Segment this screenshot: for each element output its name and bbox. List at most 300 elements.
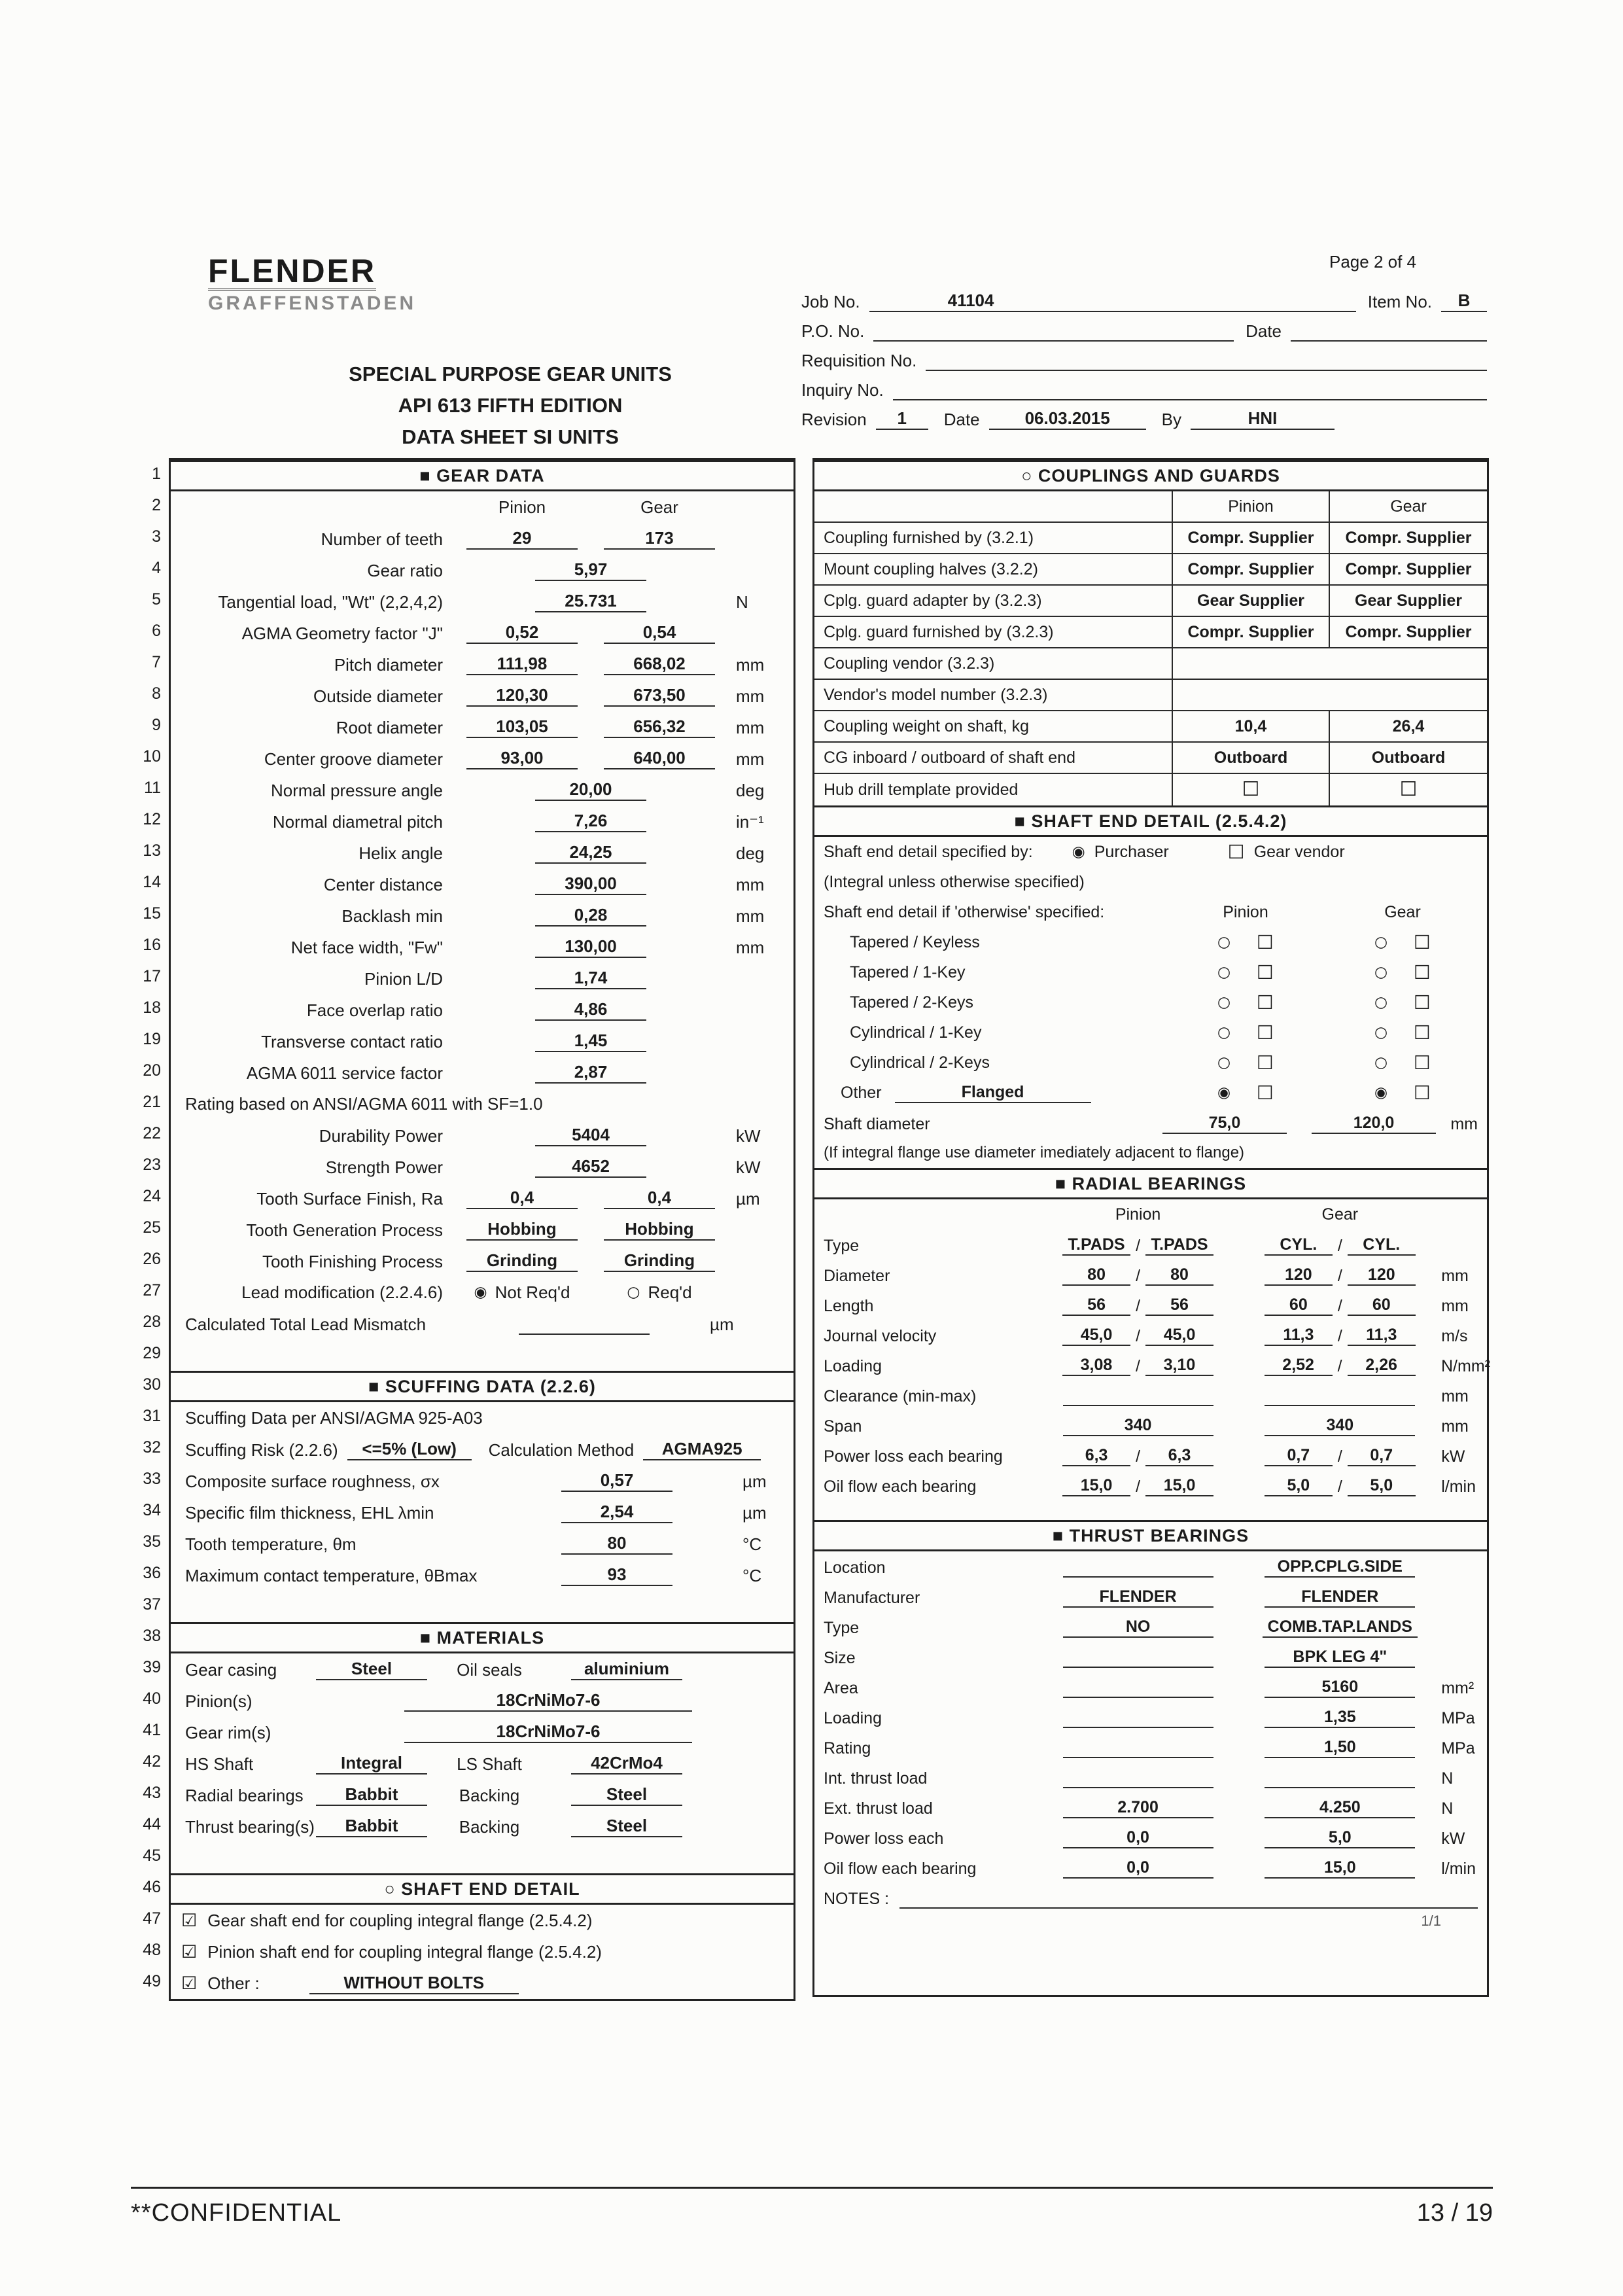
value-pinion: Hobbing: [466, 1219, 578, 1241]
row-thrust-power-loss: [814, 1822, 1487, 1852]
row-label: Cplg. guard adapter by (3.2.3): [814, 586, 1173, 616]
unit: N: [1441, 1799, 1454, 1818]
section-couplings-guards: ○ COUPLINGS AND GUARDS: [814, 460, 1487, 491]
row-number: 13: [143, 841, 161, 860]
row-face-overlap-ratio: [171, 994, 794, 1025]
row-composite-roughness: [171, 1465, 794, 1496]
row-radial-loading: [814, 1350, 1490, 1380]
row-label: Pitch diameter: [334, 655, 443, 675]
row-gear-ratio: [171, 554, 794, 586]
gear-col-headers: [171, 491, 794, 523]
row-number: 6: [152, 622, 161, 640]
row-thrust-bearing-material: [171, 1810, 794, 1842]
value-pinion: 0,4: [466, 1188, 578, 1209]
row-lead-mismatch: [171, 1308, 794, 1339]
unit: kW: [736, 1126, 761, 1146]
checkbox-icon[interactable]: ☐: [1257, 1021, 1274, 1044]
row-thrust-oil-flow: [814, 1852, 1487, 1882]
row-number: 11: [144, 779, 161, 797]
right-column: [812, 458, 1489, 1997]
value-pinion: Grinding: [466, 1250, 578, 1272]
po-date-label: Date: [1246, 321, 1282, 341]
checkbox-gear-vendor-icon[interactable]: ☐: [1227, 840, 1245, 863]
revision-by-value: HNI: [1191, 408, 1335, 430]
value-pinion: 0,0: [1063, 1828, 1213, 1848]
radio-icon[interactable]: ◉: [1374, 1084, 1388, 1101]
checkbox-icon[interactable]: ☐: [1414, 961, 1431, 983]
row-otherwise-headers: [814, 897, 1487, 927]
row-pinion-material: [171, 1685, 794, 1716]
row-gear-rim-material: [171, 1716, 794, 1748]
radio-icon[interactable]: ◉: [1217, 1084, 1231, 1101]
row-tangential-load: [171, 586, 794, 617]
po-no-row: [801, 312, 1487, 342]
row-number: 9: [152, 716, 161, 734]
row-cylindrical-2keys: [814, 1048, 1487, 1078]
unit: mm: [736, 655, 765, 675]
row-int-thrust-load: [814, 1762, 1487, 1792]
value-pinion: 93,00: [466, 748, 578, 769]
row-number: 29: [143, 1344, 161, 1362]
row-specified-by: [814, 837, 1487, 867]
value-g2: 5,0: [1348, 1476, 1416, 1496]
unit: deg: [736, 843, 765, 863]
value-gear: 340: [1265, 1416, 1415, 1436]
row-number: 5: [152, 590, 161, 609]
page-label: Page 2 of 4: [1329, 252, 1416, 272]
unit: µm: [736, 1189, 760, 1209]
value: 130,00: [535, 936, 646, 958]
radio-icon[interactable]: ○: [1374, 1023, 1388, 1041]
inquiry-value: [893, 380, 1487, 400]
value-gear: 15,0: [1265, 1858, 1415, 1879]
title-line-3: DATA SHEET SI UNITS: [402, 425, 619, 448]
value-g1: 2,52: [1265, 1356, 1333, 1376]
value-gear: 5160: [1265, 1678, 1415, 1698]
row-normal-diametral-pitch: [171, 805, 794, 837]
row-flange-note: [814, 1138, 1487, 1168]
value-pinion: 29: [466, 528, 578, 550]
radio-icon[interactable]: ○: [1217, 993, 1231, 1011]
row-number: 40: [143, 1689, 161, 1708]
row-number: 34: [143, 1501, 161, 1519]
po-no-label: P.O. No.: [801, 321, 865, 341]
row-tapered-2keys: [814, 987, 1487, 1017]
value: 20,00: [535, 779, 646, 801]
value: 25.731: [535, 591, 646, 612]
requisition-row: [801, 342, 1487, 371]
row-label: Calculated Total Lead Mismatch: [185, 1315, 427, 1334]
scuffing-standard-note: Scuffing Data per ANSI/AGMA 925-A03: [185, 1407, 483, 1428]
value-gear: Gear Supplier: [1355, 591, 1462, 610]
job-no-value: 41104: [869, 291, 1356, 312]
ls-shaft-value: 42CrMo4: [571, 1753, 682, 1775]
unit: mm: [1441, 1417, 1469, 1436]
checkbox-icon[interactable]: ☐: [1399, 778, 1418, 801]
section-shaft-end-detail-left: ○ SHAFT END DETAIL: [171, 1873, 794, 1905]
row-number: 38: [143, 1627, 161, 1645]
checkbox-icon[interactable]: ☐: [1257, 930, 1274, 953]
couplings-row: [814, 648, 1487, 680]
row-label: Shaft diameter: [824, 1115, 930, 1133]
row-number: 24: [143, 1187, 161, 1205]
row-label: Type: [824, 1237, 860, 1255]
row-tooth-generation-process: [171, 1214, 794, 1245]
checkbox-icon[interactable]: ☐: [1414, 1051, 1431, 1074]
row-label: Diameter: [824, 1267, 890, 1285]
row-thrust-loading: [814, 1702, 1487, 1732]
integral-note: (Integral unless otherwise specified): [824, 872, 1085, 891]
row-number: 14: [143, 873, 161, 891]
row-number: 31: [143, 1407, 161, 1425]
row-hs-ls-shaft: [171, 1748, 794, 1779]
row-number: 21: [143, 1093, 161, 1111]
radio-reqd-label: Req'd: [648, 1282, 692, 1302]
radio-purchaser-label: Purchaser: [1094, 842, 1169, 861]
radio-purchaser-icon[interactable]: ◉: [1072, 843, 1085, 860]
value-gear: COMB.TAP.LANDS: [1263, 1617, 1418, 1638]
radio-not-reqd-icon[interactable]: ◉: [474, 1283, 487, 1301]
unit: mm: [736, 906, 765, 926]
row-transverse-contact-ratio: [171, 1025, 794, 1057]
value-gear: Grinding: [604, 1250, 715, 1272]
value-g2: 60: [1348, 1296, 1416, 1316]
row-label: Thrust bearing(s): [185, 1817, 315, 1837]
value-pinion: 111,98: [466, 654, 578, 675]
row-label: Cylindrical / 1-Key: [850, 1023, 982, 1042]
row-label: Tapered / 2-Keys: [850, 993, 973, 1012]
value-g2: 120: [1348, 1265, 1416, 1286]
row-number: 18: [143, 998, 161, 1017]
row-label: Power loss each bearing: [824, 1447, 1003, 1466]
row-oil-flow: [814, 1470, 1487, 1500]
other-label: Other: [841, 1083, 882, 1102]
row-number: 44: [143, 1815, 161, 1833]
row-label: Composite surface roughness, σx: [185, 1472, 440, 1491]
row-number: 12: [143, 810, 161, 828]
value: 390,00: [535, 874, 646, 895]
row-label: Lead modification (2.2.4.6): [241, 1282, 443, 1302]
unit: mm: [736, 686, 765, 706]
couplings-row-hub-drill: [814, 774, 1487, 805]
checkbox-checked-icon[interactable]: ☑: [181, 1910, 198, 1931]
row-backlash-min: [171, 900, 794, 931]
row-number: 10: [143, 747, 161, 766]
slash: /: [1136, 1297, 1141, 1315]
ls-shaft-label: LS Shaft: [457, 1754, 522, 1774]
checkbox-icon[interactable]: ☐: [1414, 1081, 1431, 1104]
value-gear: 640,00: [604, 748, 715, 769]
row-radial-bearing-material: [171, 1779, 794, 1810]
couplings-row: [814, 743, 1487, 774]
row-label: Tapered / 1-Key: [850, 963, 966, 981]
row-number: 17: [143, 967, 161, 985]
row-rating-note: [171, 1088, 794, 1120]
row-label: Gear casing: [185, 1660, 277, 1680]
row-label: Normal pressure angle: [270, 781, 443, 800]
row-pitch-diameter: [171, 648, 794, 680]
checkbox-icon[interactable]: ☐: [1257, 961, 1274, 983]
couplings-row: [814, 711, 1487, 743]
row-max-contact-temperature: [171, 1559, 794, 1591]
row-net-face-width: [171, 931, 794, 963]
row-label: Coupling weight on shaft, kg: [814, 711, 1173, 741]
unit: mm: [736, 938, 765, 957]
value: 80: [561, 1533, 672, 1555]
value-gear: OPP.CPLG.SIDE: [1265, 1557, 1415, 1578]
row-radial-diameter: [814, 1260, 1487, 1290]
row-number: 30: [143, 1375, 161, 1394]
main-columns: [139, 458, 1489, 2001]
value: 5404: [535, 1125, 646, 1146]
row-label: Face overlap ratio: [306, 1000, 443, 1020]
checkbox-icon[interactable]: ☐: [1414, 991, 1431, 1014]
checkbox-icon[interactable]: ☐: [1414, 1021, 1431, 1044]
value-g1: 60: [1265, 1296, 1333, 1316]
slash: /: [1337, 1447, 1342, 1466]
other-value: Flanged: [895, 1083, 1091, 1103]
logo-flender: FLENDER: [208, 254, 376, 291]
revision-label: Revision: [801, 410, 867, 429]
checkbox-icon[interactable]: ☐: [1257, 1081, 1274, 1104]
row-label: Backlash min: [341, 906, 443, 926]
row-label: Tapered / Keyless: [850, 932, 980, 951]
title-line-2: API 613 FIFTH EDITION: [398, 394, 623, 417]
value-pinion: Compr. Supplier: [1173, 523, 1330, 553]
radio-icon[interactable]: ○: [1217, 963, 1231, 981]
value-g1: 0,7: [1265, 1446, 1333, 1466]
section-scuffing-data: ■ SCUFFING DATA (2.2.6): [171, 1371, 794, 1402]
row-label: Size: [824, 1649, 856, 1667]
section-gear-data: ■ GEAR DATA: [171, 460, 794, 491]
row-number: 28: [143, 1313, 161, 1331]
unit: MPa: [1441, 1739, 1475, 1757]
unit: µm: [710, 1315, 734, 1334]
value-gear: [1265, 1405, 1415, 1406]
value-gear: 656,32: [604, 716, 715, 738]
checkbox-label: Pinion shaft end for coupling integral flange (2.5.4.2): [207, 1941, 602, 1962]
col-header-gear: Gear: [1384, 902, 1421, 921]
revision-date-label: Date: [943, 410, 980, 429]
value-g1: CYL.: [1265, 1235, 1333, 1256]
radio-reqd-icon[interactable]: ○: [627, 1283, 640, 1301]
row-label: Tangential load, "Wt" (2,2,4,2): [218, 592, 443, 612]
value-gear: 673,50: [604, 685, 715, 707]
page-number: 13 / 19: [1416, 2199, 1493, 2227]
unit: MPa: [1441, 1709, 1475, 1727]
row-label: Normal diametral pitch: [272, 812, 443, 832]
confidential-label: **CONFIDENTIAL: [131, 2199, 342, 2227]
flender-logo: [208, 254, 416, 315]
requisition-value: [926, 350, 1487, 371]
value: 4652: [535, 1156, 646, 1178]
checkbox-checked-icon[interactable]: ☑: [181, 1941, 198, 1962]
radio-icon[interactable]: ○: [1217, 1053, 1231, 1071]
radio-icon[interactable]: ○: [1217, 1023, 1231, 1041]
value-pinion: [1063, 1576, 1213, 1578]
row-blank: [171, 1591, 794, 1622]
value-pinion: [1063, 1405, 1213, 1406]
row-label: Clearance (min-max): [824, 1387, 977, 1405]
unit: mm: [736, 875, 765, 894]
rating-note: Rating based on ANSI/AGMA 6011 with SF=1.0: [185, 1093, 543, 1114]
radio-icon[interactable]: ○: [1374, 963, 1388, 981]
row-label: Center groove diameter: [264, 749, 443, 769]
unit: m/s: [1441, 1327, 1468, 1345]
row-thrust-type: [814, 1612, 1487, 1642]
row-label: Shaft end detail if 'otherwise' specified:: [824, 902, 1105, 921]
slash: /: [1337, 1477, 1342, 1496]
row-notes: [814, 1882, 1487, 1913]
row-number: 1: [152, 465, 161, 483]
other-value: WITHOUT BOLTS: [309, 1973, 519, 1994]
row-label: Span: [824, 1417, 862, 1436]
unit: N/mm²: [1441, 1357, 1490, 1375]
backing-label: Backing: [459, 1817, 520, 1837]
inquiry-label: Inquiry No.: [801, 380, 884, 400]
row-blank: [171, 1842, 794, 1873]
revision-date-value: 06.03.2015: [989, 408, 1146, 430]
couplings-row: [814, 586, 1487, 617]
row-radial-type: [814, 1229, 1487, 1260]
value: 0,57: [561, 1470, 672, 1492]
row-center-groove-diameter: [171, 743, 794, 774]
checkbox-icon[interactable]: ☐: [1257, 991, 1274, 1014]
value-gear: 26,4: [1392, 716, 1425, 735]
row-center-distance: [171, 868, 794, 900]
row-label: Durability Power: [319, 1126, 443, 1146]
row-number: 15: [143, 904, 161, 923]
row-number: 7: [152, 653, 161, 671]
row-helix-angle: [171, 837, 794, 868]
row-number: 4: [152, 559, 161, 577]
inquiry-row: [801, 371, 1487, 400]
row-label: Pinion(s): [185, 1691, 253, 1711]
value-p1: 80: [1062, 1265, 1130, 1286]
row-number: 45: [143, 1846, 161, 1865]
row-number: 37: [143, 1595, 161, 1614]
row-label: AGMA 6011 service factor: [246, 1063, 443, 1083]
backing-value: Steel: [571, 1816, 682, 1837]
row-label: Loading: [824, 1357, 882, 1375]
col-header-pinion: Pinion: [1223, 902, 1268, 921]
row-number: 36: [143, 1564, 161, 1582]
row-number: 49: [143, 1972, 161, 1990]
row-number: 8: [152, 684, 161, 703]
value-gear: Hobbing: [604, 1219, 715, 1241]
slash: /: [1337, 1357, 1342, 1375]
value-p2: T.PADS: [1145, 1235, 1213, 1256]
row-label: Location: [824, 1559, 886, 1577]
value: [519, 1333, 650, 1335]
po-date-value: [1291, 321, 1487, 342]
value: Babbit: [316, 1816, 427, 1837]
row-label: Specific film thickness, EHL λmin: [185, 1503, 434, 1523]
value-gear: 668,02: [604, 654, 715, 675]
value: 1,74: [535, 968, 646, 989]
value: 2,87: [535, 1062, 646, 1084]
row-number: 47: [143, 1909, 161, 1928]
row-number: 26: [143, 1250, 161, 1268]
col-header-pinion: Pinion: [498, 497, 546, 517]
row-number: 16: [143, 936, 161, 954]
value: 7,26: [535, 811, 646, 832]
row-label: Int. thrust load: [824, 1769, 928, 1788]
row-label: Power loss each: [824, 1829, 944, 1848]
unit: kW: [736, 1157, 761, 1177]
row-durability-power: [171, 1120, 794, 1151]
row-label: Strength Power: [325, 1157, 443, 1177]
checkbox-icon[interactable]: ☐: [1257, 1051, 1274, 1074]
value-pinion: Compr. Supplier: [1173, 617, 1330, 647]
value-gear: Outboard: [1371, 748, 1446, 767]
unit: deg: [736, 781, 765, 800]
row-agma-service-factor: [171, 1057, 794, 1088]
radio-icon[interactable]: ○: [1374, 933, 1388, 951]
row-film-thickness: [171, 1496, 794, 1528]
row-label: Tooth Surface Finish, Ra: [256, 1189, 443, 1209]
value-g2: CYL.: [1348, 1235, 1416, 1256]
value-gear: BPK LEG 4": [1265, 1648, 1415, 1668]
left-column: [169, 458, 795, 2001]
value-p2: 3,10: [1145, 1356, 1213, 1376]
row-label: Center distance: [323, 875, 443, 894]
hs-shaft-label: HS Shaft: [185, 1754, 254, 1774]
row-label: Transverse contact ratio: [261, 1032, 443, 1051]
value-g2: 0,7: [1348, 1446, 1416, 1466]
revision-value: 1: [876, 408, 928, 430]
row-number: 22: [143, 1124, 161, 1142]
radio-icon[interactable]: ○: [1374, 1053, 1388, 1071]
calc-method-label: Calculation Method: [488, 1440, 635, 1460]
row-label: Journal velocity: [824, 1327, 937, 1345]
col-header-gear: Gear: [640, 497, 678, 517]
radio-icon[interactable]: ○: [1217, 933, 1231, 951]
radio-icon[interactable]: ○: [1374, 993, 1388, 1011]
value-pinion: FLENDER: [1063, 1587, 1213, 1608]
row-cylindrical-1key: [814, 1017, 1487, 1048]
row-label: Coupling furnished by (3.2.1): [814, 523, 1173, 553]
checkbox-icon[interactable]: ☐: [1414, 930, 1431, 953]
checkbox-checked-icon[interactable]: ☑: [181, 1973, 198, 1994]
row-label: Radial bearings: [185, 1786, 304, 1805]
row-label: Tooth Finishing Process: [262, 1252, 443, 1271]
value-p1: 45,0: [1062, 1326, 1130, 1346]
value-g2: 2,26: [1348, 1356, 1416, 1376]
row-thrust-area: [814, 1672, 1487, 1702]
row-label: Net face width, "Fw": [290, 938, 443, 957]
row-pinion-shaft-flange: [171, 1936, 794, 1968]
value-p2: 45,0: [1145, 1326, 1213, 1346]
value: 0,28: [535, 905, 646, 927]
row-label: Area: [824, 1679, 858, 1697]
row-number: 20: [143, 1061, 161, 1080]
checkbox-icon[interactable]: ☐: [1242, 778, 1260, 801]
row-radial-length: [814, 1290, 1487, 1320]
row-number: 19: [143, 1030, 161, 1048]
unit: l/min: [1441, 1860, 1476, 1878]
value-pinion: [1063, 1757, 1213, 1758]
couplings-header-row: [814, 491, 1487, 523]
row-number: 32: [143, 1438, 161, 1457]
calc-method-value: AGMA925: [643, 1439, 761, 1460]
row-label: Oil flow each bearing: [824, 1477, 977, 1496]
unit: µm: [742, 1472, 767, 1491]
unit: l/min: [1441, 1477, 1476, 1496]
row-gear-shaft-flange: [171, 1905, 794, 1936]
row-number: 39: [143, 1658, 161, 1676]
col-header-gear: Gear: [1321, 1205, 1359, 1224]
